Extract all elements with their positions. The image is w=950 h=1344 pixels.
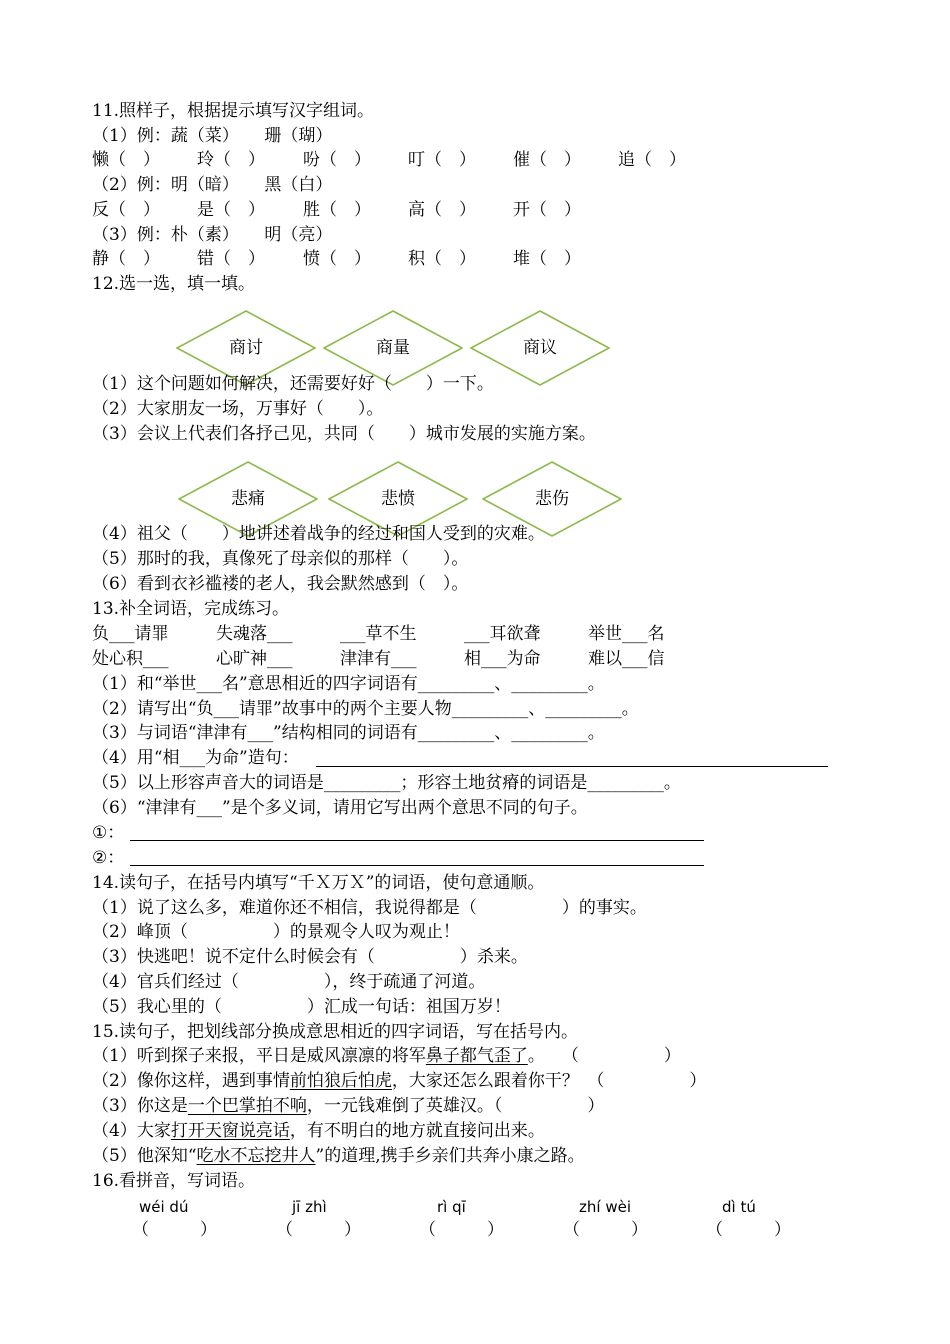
underlined-phrase: 吃水不忘挖井人 (196, 1146, 316, 1166)
q14-sentence-1: （1）说了这么多，难道你还不相信，我说得都是（ ）的事实。 (92, 898, 647, 918)
q13-answer-1-label: ①： (92, 823, 125, 843)
pinyin: jī zhì (292, 1198, 327, 1216)
q13-sentence-1: （1）和“举世___名”意思相近的四字词语有_________、_________。 (92, 674, 605, 694)
q13-sentence-3: （3）与词语“津津有___”结构相同的词语有_________、_________。 (92, 723, 605, 743)
q15-text: （1）听到探子来报，平日是威风凛凛的将军 (92, 1046, 426, 1066)
diamond-word: 悲愤 (381, 489, 415, 509)
q13-sentence-4: （4）用“相___为命”造句： (92, 748, 299, 768)
q15-text: （3）你这是 (92, 1096, 188, 1116)
answer-line[interactable] (130, 840, 704, 841)
answer-blank[interactable]: （ ） (132, 1220, 217, 1240)
q15-text: ，大家还怎么跟着你干？ （ ） (391, 1071, 707, 1091)
answer-blank[interactable]: （ ） (706, 1220, 791, 1240)
q15-text: （2）像你这样，遇到事情 (92, 1071, 290, 1091)
q11-item: 错（ ） (197, 249, 265, 269)
q13-idiom: 负___请罪 (92, 624, 169, 644)
q13-answer-2-label: ②： (92, 848, 125, 868)
q11-item: 开（ ） (513, 200, 581, 220)
q11-item: 懒（ ） (92, 150, 160, 170)
q11-example-1: （1）例：蔬（菜） 珊（瑚） (92, 126, 333, 146)
q13-idiom: 举世___名 (588, 624, 665, 644)
q15-text: （4）大家 (92, 1121, 171, 1141)
q11-item: 堆（ ） (513, 249, 581, 269)
q11-item: 静（ ） (92, 249, 160, 269)
underlined-phrase: 前怕狼后怕虎 (289, 1071, 392, 1091)
underlined-phrase: 鼻子都气歪了 (425, 1046, 528, 1066)
q15-text: ”的道理,携手乡亲们共奔小康之路。 (315, 1146, 585, 1166)
q15-sentence-5 (92, 1144, 585, 1168)
pinyin: zhí wèi (579, 1198, 631, 1216)
q11-item: 胜（ ） (303, 200, 371, 220)
q14-sentence-2: （2）峰顶（ ）的景观令人叹为观止！ (92, 922, 460, 942)
q11-item: 积（ ） (408, 249, 476, 269)
q11-item: 叮（ ） (408, 150, 476, 170)
q15-title: 15.读句子，把划线部分换成意思相近的四字词语，写在括号内。 (92, 1022, 579, 1042)
answer-line[interactable] (130, 865, 704, 866)
q13-idiom: 心旷神___ (216, 649, 293, 669)
underlined-phrase: 打开天窗说亮话 (170, 1121, 290, 1141)
q14-title: 14.读句子，在括号内填写“千Ｘ万Ｘ”的词语，使句意通顺。 (92, 873, 545, 893)
q15-sentence-3 (92, 1094, 604, 1118)
q13-idiom: 处心积___ (92, 649, 169, 669)
q15-sentence-4 (92, 1119, 545, 1143)
q13-idiom: 难以___信 (588, 649, 665, 669)
q12-sentence-3: （3）会议上代表们各抒己见，共同（ ）城市发展的实施方案。 (92, 424, 596, 444)
q12-sentence-1: （1）这个问题如何解决，还需要好好（ ）一下。 (92, 374, 494, 394)
q12-title: 12.选一选，填一填。 (92, 274, 256, 294)
q11-example-3: （3）例：朴（素） 明（亮） (92, 225, 333, 245)
q13-title: 13.补全词语，完成练习。 (92, 599, 290, 619)
q15-text: （5）他深知“ (92, 1146, 197, 1166)
q14-sentence-3: （3）快逃吧！说不定什么时候会有（ ）杀来。 (92, 947, 528, 967)
answer-blank[interactable]: （ ） (276, 1220, 361, 1240)
pinyin: wéi dú (139, 1198, 189, 1216)
q13-idiom: 津津有___ (340, 649, 417, 669)
q13-sentence-6: （6）“津津有___”是个多义词，请用它写出两个意思不同的句子。 (92, 798, 588, 818)
underlined-phrase: 一个巴掌拍不响 (187, 1096, 307, 1116)
q11-item: 愤（ ） (303, 249, 371, 269)
answer-line[interactable] (316, 766, 828, 767)
q12-sentence-2: （2）大家朋友一场，万事好（ ）。 (92, 399, 384, 419)
q13-sentence-5: （5）以上形容声音大的词语是_________；形容土地贫瘠的词语是_________。 (92, 773, 681, 793)
q11-item: 反（ ） (92, 200, 160, 220)
pinyin: dì tú (722, 1198, 756, 1216)
q11-example-2: （2）例：明（暗） 黑（白） (92, 175, 333, 195)
q12-sentence-4: （4）祖父（ ）地讲述着战争的经过和国人受到的灾难。 (92, 524, 545, 544)
q16-title: 16.看拼音，写词语。 (92, 1171, 256, 1191)
q13-sentence-2: （2）请写出“负___请罪”故事中的两个主要人物_________、_________。 (92, 699, 639, 719)
q15-text: 。 （ ） (527, 1046, 681, 1066)
q13-idiom: 相___为命 (464, 649, 541, 669)
diamond-word: 商议 (523, 338, 557, 358)
pinyin: rì qī (437, 1198, 466, 1216)
q15-sentence-1 (92, 1044, 681, 1068)
q13-idiom: ___耳欲聋 (464, 624, 541, 644)
answer-blank[interactable]: （ ） (419, 1220, 504, 1240)
q11-item: 是（ ） (197, 200, 265, 220)
q11-item: 追（ ） (618, 150, 686, 170)
q14-sentence-5: （5）我心里的（ ）汇成一句话：祖国万岁！ (92, 997, 511, 1017)
q11-item: 催（ ） (513, 150, 581, 170)
q13-idiom: ___草不生 (340, 624, 417, 644)
diamond-word: 商讨 (229, 338, 263, 358)
q11-item: 吩（ ） (303, 150, 371, 170)
q11-item: 高（ ） (408, 200, 476, 220)
q12-sentence-6: （6）看到衣衫褴褛的老人，我会默然感到（ ）。 (92, 574, 469, 594)
q12-sentence-5: （5）那时的我，真像死了母亲似的那样（ ）。 (92, 549, 469, 569)
q15-text: ，一元钱难倒了英雄汉。（ ） (306, 1096, 605, 1116)
q11-item: 玲（ ） (197, 150, 265, 170)
answer-blank[interactable]: （ ） (563, 1220, 648, 1240)
q11-title: 11.照样子，根据提示填写汉字组词。 (92, 101, 375, 121)
diamond-word: 商量 (376, 338, 410, 358)
q14-sentence-4: （4）官兵们经过（ ），终于疏通了河道。 (92, 972, 486, 992)
q13-idiom: 失魂落___ (216, 624, 293, 644)
diamond-word: 悲痛 (231, 489, 265, 509)
q15-text: ，有不明白的地方就直接问出来。 (289, 1121, 545, 1141)
diamond-word: 悲伤 (535, 489, 569, 509)
q15-sentence-2 (92, 1069, 706, 1093)
